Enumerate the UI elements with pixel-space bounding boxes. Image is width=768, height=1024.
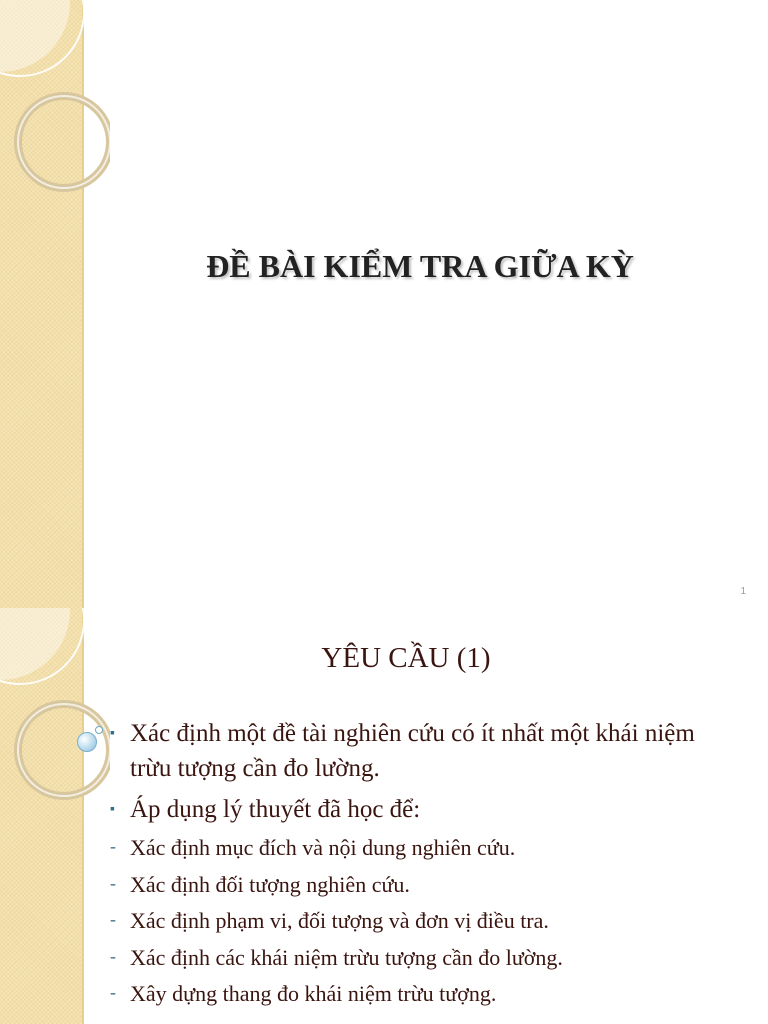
decorative-circles-icon [0,0,110,220]
dash-bullet-icon: - [110,945,116,966]
dash-bullet-icon: - [110,872,116,893]
list-item [108,716,708,786]
dash-bullet-icon: - [110,909,116,929]
bubble-large-icon [77,732,97,752]
list-item-text: Xác định một đề tài nghiên cứu có ít nhất một khái niệm trừu tượng cần đo lường. [130,720,695,782]
list-item [108,870,708,900]
list-item-text: Xác định đối tượng nghiên cứu. [130,871,410,897]
list-item-text: Áp dụng lý thuyết đã học để: [130,796,421,823]
slide-title: ĐỀ BÀI KIỂM TRA GIỮA KỲ [206,248,634,284]
list-item [108,906,708,936]
list-item-text: Xây dựng thang đo khái niệm trừu tượng. [130,981,497,1006]
bubble-small-icon [95,726,103,734]
list-item-text: Xác định phạm vi, đối tượng và đơn vị điều tra. [130,908,549,933]
requirements-list [108,716,708,1016]
list-item [108,833,708,863]
square-bullet-icon: ▪ [110,802,115,817]
dash-bullet-icon: - [110,836,116,856]
list-item-text: Xác định các khái niệm trừu tượng cần đo lường. [130,944,563,970]
list-item [108,792,708,827]
list-item [108,943,708,973]
slide-2 [0,608,768,1024]
slide-heading: YÊU CẦU (1) [321,642,491,674]
dash-bullet-icon: - [110,982,116,1002]
list-item-text: Xác định mục đích và nội dung nghiên cứu. [130,835,516,860]
decorative-circles-icon [0,608,110,828]
square-bullet-icon: ▪ [110,726,115,741]
slide-number: 1 [740,586,746,597]
list-item [108,979,708,1009]
